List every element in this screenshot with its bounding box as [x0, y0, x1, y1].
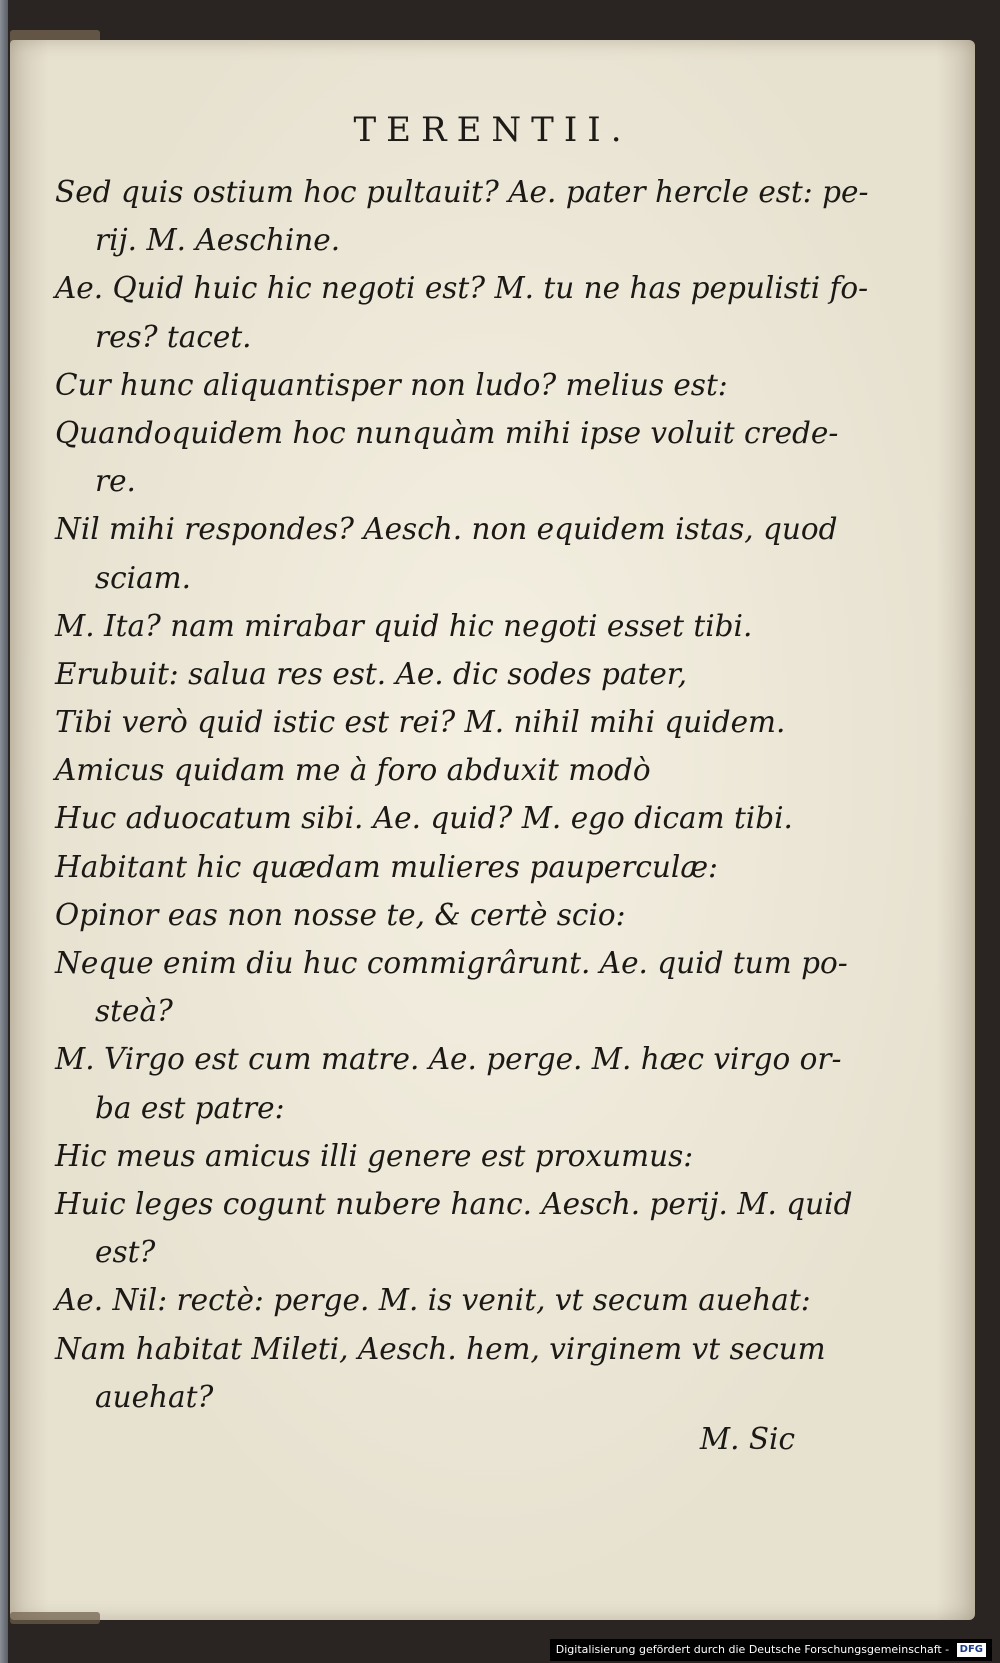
- digitization-credit: [550, 1639, 992, 1661]
- text-line: est?: [95, 1235, 156, 1270]
- text-line: Ae. Quid huic hic negoti est? M. tu ne has pepulisti fo-: [55, 271, 869, 306]
- text-line: res? tacet.: [95, 319, 252, 354]
- text-line: Erubuit: salua res est. Ae. dic sodes pater,: [55, 656, 688, 691]
- text-line: Nam habitat Mileti, Aesch. hem, virginem vt secum: [55, 1331, 826, 1366]
- text-line: Ae. Nil: rectè: perge. M. is venit, vt secum auehat:: [55, 1283, 811, 1318]
- text-line: Opinor eas non nosse te, & certè scio:: [55, 897, 626, 932]
- text-line: auehat?: [95, 1379, 214, 1414]
- text-line: Neque enim diu huc commigrârunt. Ae. quid tum po-: [55, 946, 848, 980]
- running-header: TERENTII.: [353, 110, 632, 150]
- binding-strip-bottom: [10, 1612, 100, 1624]
- text-line: Huic leges cogunt nubere hanc. Aesch. perij. M. quid: [55, 1186, 853, 1221]
- text-line: Huc aduocatum sibi. Ae. quid? M. ego dicam tibi.: [55, 801, 793, 836]
- text-line: M. Virgo est cum matre. Ae. perge. M. hæc virgo or-: [55, 1042, 842, 1077]
- text-line: Nil mihi respondes? Aesch. non equidem istas, quod: [55, 512, 838, 547]
- text-line: re.: [95, 464, 136, 499]
- verse-text: [55, 168, 869, 1421]
- text-line: sciam.: [95, 560, 192, 595]
- dfg-logo-icon: DFG: [957, 1643, 986, 1657]
- scanner-edge: [0, 0, 8, 1663]
- text-line: rij. M. Aeschine.: [95, 223, 341, 258]
- text-line: Habitant hic quædam mulieres pauperculæ:: [55, 849, 718, 884]
- text-line: Cur hunc aliquantisper non ludo? melius est:: [55, 367, 728, 402]
- book-page: [10, 40, 975, 1620]
- text-line: Hic meus amicus illi genere est proxumus:: [55, 1138, 694, 1173]
- text-line: Amicus quidam me à foro abduxit modò: [55, 753, 651, 788]
- text-line: Tibi verò quid istic est rei? M. nihil mihi quidem.: [55, 705, 786, 740]
- catchword: M. Sic: [699, 1422, 795, 1456]
- text-line: Quandoquidem hoc nunquàm mihi ipse voluit crede-: [55, 415, 839, 450]
- credit-text: Digitalisierung gefördert durch die Deutsche Forschungsgemeinschaft -: [555, 1643, 950, 1656]
- text-line: M. Ita? nam mirabar quid hic negoti esset tibi.: [55, 608, 753, 643]
- text-line: Sed quis ostium hoc pultauit? Ae. pater hercle est: pe-: [55, 175, 869, 209]
- text-line: ba est patre:: [95, 1090, 285, 1125]
- text-line: steà?: [95, 994, 173, 1029]
